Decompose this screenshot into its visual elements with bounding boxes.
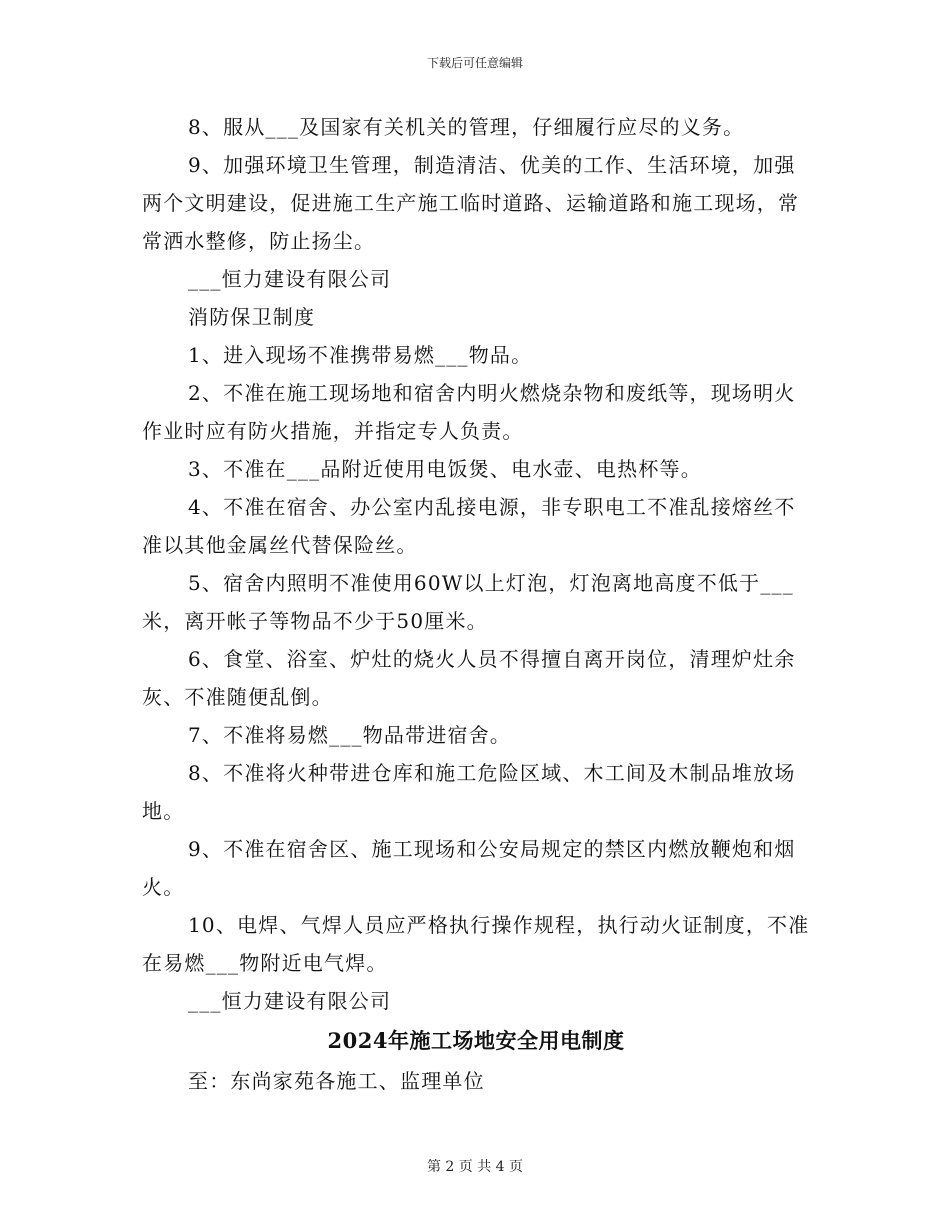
- header-note: 下载后可任意编辑: [426, 56, 523, 70]
- addressee-line: 至：东尚家苑各施工、监理单位: [188, 1069, 485, 1093]
- fire-rule-3: 3、不准在___品附近使用电饭煲、电水壶、电热杯等。: [188, 457, 702, 481]
- fire-rule-2: 2、不准在施工现场地和宿舍内明火燃烧杂物和废纸等，现场明火作业时应有防火措施，并指定专人负责。: [142, 381, 796, 443]
- document-body: [142, 108, 810, 1100]
- fire-rule-5: 5、宿舍内照明不准使用60W以上灯泡，灯泡离地高度不低于___米，离开帐子等物品不少于50厘米。: [142, 571, 794, 633]
- fire-rule-10: 10、电焊、气焊人员应严格执行操作规程，执行动火证制度，不准在易燃___物附近电气焊。: [142, 913, 810, 975]
- section-title: 2024年施工场地安全用电制度: [327, 1028, 625, 1053]
- paragraph-item-9-environment: 9、加强环境卫生管理，制造清洁、优美的工作、生活环境，加强两个文明建设，促进施工生产施工临时道路、运输道路和施工现场，常常洒水整修，防止扬尘。: [142, 153, 800, 253]
- fire-rule-8: 8、不准将火种带进仓库和施工危险区域、木工间及木制品堆放场地。: [142, 761, 796, 823]
- fire-rule-4: 4、不准在宿舍、办公室内乱接电源，非专职电工不准乱接熔丝不准以其他金属丝代替保险丝。: [142, 495, 796, 557]
- subsection-heading: 消防保卫制度: [188, 305, 316, 329]
- company-signature-2: ___恒力建设有限公司: [188, 989, 392, 1013]
- fire-rule-7: 7、不准将易燃___物品带进宿舍。: [188, 723, 512, 747]
- fire-rule-9: 9、不准在宿舍区、施工现场和公安局规定的禁区内燃放鞭炮和烟火。: [142, 837, 796, 899]
- fire-rule-1: 1、进入现场不准携带易燃___物品。: [188, 343, 533, 367]
- company-signature: ___恒力建设有限公司: [188, 267, 392, 291]
- paragraph-item-8-obey: 8、服从___及国家有关机关的管理，仔细履行应尽的义务。: [188, 115, 745, 139]
- fire-rule-6: 6、食堂、浴室、炉灶的烧火人员不得擅自离开岗位，清理炉灶余灰、不准随便乱倒。: [142, 647, 796, 709]
- page-footer: 第 2 页 共 4 页: [426, 1159, 524, 1175]
